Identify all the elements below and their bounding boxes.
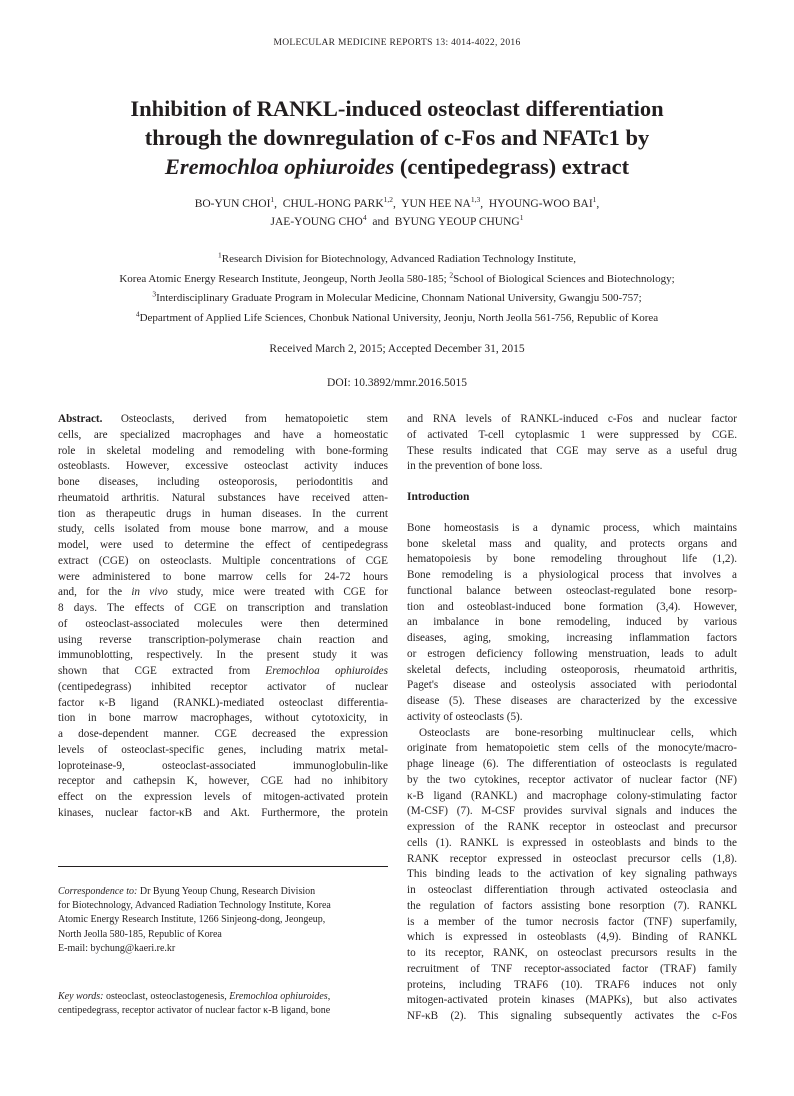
author-name: YUN HEE NA: [401, 198, 471, 210]
keywords-label: Key words:: [58, 991, 104, 1002]
abstract-line: 8 days. The effects of CGE on transcription and translation: [58, 602, 388, 614]
abstract-continued: [407, 412, 737, 475]
abstract-label: Abstract.: [58, 413, 103, 425]
intro-line: skeletal defects, including osteoporosis, rheumatoid arthritis,: [407, 663, 737, 676]
abstract-line: loproteinase-9, osteoclast-associated immunoglobulin-like: [58, 759, 388, 772]
correspondence-line: for Biotechnology, Advanced Radiation Technology Institute, Korea: [58, 900, 331, 912]
title-line-3-rest: (centipedegrass) extract: [394, 154, 630, 179]
author-affiliation: 1,3: [470, 195, 481, 205]
abstract-line: receptor and cathepsin K, however, CGE had no inhibitory: [58, 775, 388, 788]
intro-line: This binding leads to the activation of key signaling pathways: [407, 868, 737, 881]
correspondence-line: North Jeolla 580-185, Republic of Korea: [58, 928, 222, 940]
correspondence-line: E-mail: bychung@kaeri.re.kr: [58, 942, 176, 954]
intro-line: Paget's disease and osteolysis associated with periodontal: [407, 679, 737, 692]
affiliation-line: [40, 289, 754, 309]
keywords: [58, 990, 388, 1018]
abstract-line: factor κ-B ligand (RANKL)-mediated osteoclast differentia-: [58, 696, 388, 709]
keywords-line-2: centipedegrass, receptor activator of nuclear factor κ-B ligand, bone: [58, 1005, 331, 1017]
author-name: BYUNG YEOUP CHUNG: [394, 216, 520, 228]
affiliation-marker: 1: [218, 250, 222, 260]
abstract-line: osteoblasts. However, excessive osteoclast activity induces: [58, 460, 388, 473]
abstract-line: Abstract. Osteoclasts, derived from hematopoietic stem: [58, 413, 388, 425]
keywords-text: osteoclast, osteoclastogenesis,: [103, 991, 230, 1002]
author-affiliation: 1: [519, 213, 524, 223]
received-dates: Received March 2, 2015; Accepted December 31, 2015: [269, 343, 525, 355]
article-title: [60, 94, 734, 181]
abstract-line: study, cells isolated from mouse bone marrow, and a mouse: [58, 523, 388, 536]
intro-paragraph-1: [407, 521, 737, 726]
right-column: [407, 412, 737, 1025]
abstract-line: were administered to bone marrow cells for 24-72 hours: [58, 570, 388, 583]
doi: DOI: 10.3892/mmr.2016.5015: [327, 377, 467, 389]
abstract-line: immunoblotting, respectively. In the present study it was: [58, 649, 388, 662]
affiliation-text: Korea Atomic Energy Research Institute, Jeongeup, North Jeolla 580-185;: [119, 272, 450, 285]
abstract-line: of activated T-cell cytoplasmic 1 were suppressed by CGE.: [407, 428, 737, 441]
intro-line: which is expressed in osteoblasts (4,9). Binding of RANKL: [407, 931, 737, 944]
intro-line: bone skeletal mass and quality, and protects organs and: [407, 537, 737, 550]
abstract-line: model, were used to determine the effect of centipedegrass: [58, 539, 388, 551]
section-heading-introduction: Introduction: [407, 491, 470, 503]
affiliation-text: Research Division for Biotechnology, Advanced Radiation Technology Institute,: [221, 253, 576, 265]
affiliation-line: [40, 309, 754, 329]
abstract-line: and RNA levels of RANKL-induced c-Fos and nuclear factor: [407, 413, 737, 425]
abstract-line: in the prevention of bone loss.: [407, 460, 543, 473]
author-affiliation: 4: [362, 213, 367, 223]
abstract-line: effect on the expression levels of mitogen-activated protein: [58, 791, 388, 803]
intro-line: or estrogen deficiency following menstruation, leads to adult: [407, 647, 737, 660]
abstract-line: shown that CGE extracted from Eremochloa ophiuroides: [58, 665, 388, 677]
abstract-line: of osteoclast-associated molecules were then determined: [58, 617, 388, 630]
intro-line: Osteoclasts are bone-resorbing multinuclear cells, which: [419, 726, 737, 739]
author-name: HYOUNG-WOO BAI: [488, 198, 593, 210]
title-species: Eremochloa ophiuroides: [164, 154, 395, 179]
author-name: CHUL-HONG PARK: [282, 198, 384, 210]
intro-line: functional balance between osteoclast-regulated bone resorp-: [407, 584, 737, 597]
intro-line: the regulation of factors assisting bone resorption (7). RANKL: [407, 899, 737, 912]
title-line-2: through the downregulation of c-Fos and NFATc1 by: [144, 125, 650, 150]
affiliation-marker: 2: [449, 269, 454, 279]
abstract: [58, 412, 388, 822]
keywords-text: ,: [327, 991, 331, 1002]
intro-line: Bone homeostasis is a dynamic process, which maintains: [407, 521, 737, 534]
intro-line: activity of osteoclasts (5).: [407, 710, 523, 723]
intro-line: tion and osteoblast-induced bone formation (3,4). However,: [407, 600, 737, 613]
author-line-1: BO-YUN CHOI$^1$, CHUL-HONG PARK$^{1,2}$, YUN HEE NA$^{1,3}$, HYOUNG-WOO BAI$^1$,: [194, 195, 600, 210]
intro-line: Bone remodeling is a physiological process that involves a: [407, 569, 737, 581]
intro-line: NF-κB (2). This signaling subsequently activates the c-Fos: [407, 1010, 737, 1022]
affiliation-text: Interdisciplinary Graduate Program in Molecular Medicine, Chonnam National University, Gwangju 500-757;: [156, 292, 642, 304]
intro-line: proteins, including TRAF6 (10). TRAF6 induces not only: [407, 978, 737, 991]
intro-line: cells (1). RANKL is expressed in osteoblasts and binds to the: [407, 836, 737, 849]
intro-line: is a member of the tumor necrosis factor (TNF) superfamily,: [407, 915, 737, 928]
affiliation-marker: 3: [152, 289, 157, 299]
intro-line: mitogen-activated protein kinases (MAPKs), but also activates: [407, 994, 737, 1007]
abstract-line: tion as therapeutic drugs in human diseases. In the current: [58, 507, 388, 520]
intro-line: expression of the RANK receptor in osteoclast and precursor: [407, 821, 737, 833]
footnote-divider: [58, 866, 388, 867]
intro-paragraph-2: [407, 726, 737, 1025]
author-line-2: [60, 213, 734, 231]
abstract-line: kinases, nuclear factor-κB and Akt. Furthermore, the protein: [58, 806, 388, 819]
abstract-line: tion in bone marrow macrophages, without cytotoxicity, in: [58, 712, 388, 725]
abstract-line: These results indicated that CGE may serve as a useful drug: [407, 444, 737, 457]
abstract-line: and, for the in vivo study, mice were treated with CGE for: [58, 586, 388, 599]
abstract-line: role in skeletal modeling and remodeling with bone-forming: [58, 444, 388, 457]
abstract-line: cells, are specialized macrophages and have a homeostatic: [58, 428, 388, 441]
intro-line: originate from hematopoietic stem cells of the monocyte/macro-: [407, 742, 737, 755]
affiliation-line: [40, 250, 754, 270]
abstract-line: levels of osteoclast-specific genes, including matrix metal-: [58, 743, 388, 756]
author-name: BO-YUN CHOI: [194, 198, 271, 210]
abstract-line: (centipedegrass) inhibited receptor activator of nuclear: [58, 680, 388, 693]
intro-line: in osteoclast differentiation through activated osteoclasia and: [407, 884, 737, 896]
intro-line: phage lineage (6). The differentiation of osteoclasts is regulated: [407, 758, 737, 770]
affiliation-text: School of Biological Sciences and Biotechnology;: [453, 272, 675, 285]
abstract-line: extract (CGE) on osteoclasts. Multiple concentrations of CGE: [58, 554, 388, 567]
intro-line: RANK receptor expressed in osteoclast precursor cells (1,8).: [407, 852, 737, 865]
correspondence: [58, 885, 388, 956]
affiliations: [40, 250, 754, 328]
intro-line: recruitment of TNF receptor-associated factor (TRAF) family: [407, 962, 737, 975]
correspondence-label: Correspondence to:: [58, 886, 138, 897]
affiliation-marker: 4: [135, 308, 140, 318]
keywords-species: Eremochloa ophiuroides: [229, 991, 328, 1002]
abstract-line: a dose-dependent manner. CGE decreased the expression: [58, 728, 388, 740]
author-list: [60, 195, 734, 231]
correspondence-line: Correspondence to: Dr Byung Yeoup Chung, Research Division: [58, 886, 316, 897]
author-affiliation: 1: [592, 195, 597, 205]
authors-and: and: [372, 216, 389, 228]
author-name: JAE-YOUNG CHO: [270, 216, 363, 228]
correspondence-line: Atomic Energy Research Institute, 1266 Sinjeong-dong, Jeongeup,: [58, 914, 326, 926]
intro-line: κ-B ligand (RANKL) and macrophage colony-stimulating factor: [407, 789, 737, 802]
abstract-line: using reverse transcription-polymerase chain reaction and: [58, 633, 388, 646]
intro-line: disease (5). These diseases are characterized by the excessive: [407, 695, 737, 707]
affiliation-text: Department of Applied Life Sciences, Chonbuk National University, Jeonju, North Jeolla 561-756, Republic of Korea: [139, 311, 659, 324]
intro-line: (M-CSF) (7). M-CSF provides survival signals and induces the: [407, 805, 737, 818]
intro-line: hematopoiesis by bone remodeling throughout life (1,2).: [407, 553, 737, 566]
intro-line: diseases, aging, smoking, increasing inflammation factors: [407, 632, 737, 644]
intro-line: to its receptor, RANK, on osteoclast precursors results in the: [407, 947, 737, 959]
abstract-line: rheumatoid arthritis. Natural substances have received atten-: [58, 491, 388, 504]
running-head: MOLECULAR MEDICINE REPORTS 13: 4014-4022, 2016: [273, 38, 521, 48]
author-affiliation: 1: [270, 195, 275, 205]
keywords-line-1: [58, 990, 388, 1004]
author-affiliation: 1,2: [383, 195, 394, 205]
intro-line: by the two cytokines, receptor activator of nuclear factor (NF): [407, 773, 737, 786]
abstract-line: bone diseases, including osteoporosis, periodontitis and: [58, 476, 388, 488]
left-column: [58, 412, 388, 822]
intro-line: an imbalance in bone remodeling, induced by various: [407, 616, 737, 629]
affiliation-line: [40, 270, 754, 290]
title-line-3: [60, 152, 734, 181]
title-line-1: Inhibition of RANKL-induced osteoclast differentiation: [130, 96, 664, 121]
